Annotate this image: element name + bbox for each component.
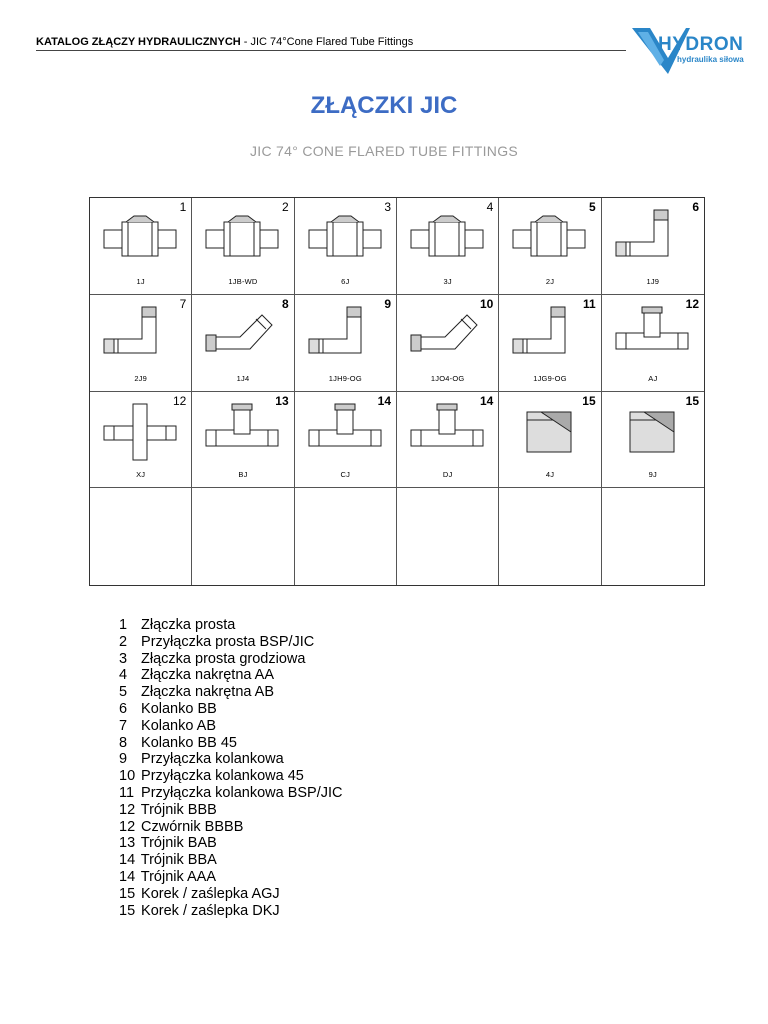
legend-item: [119, 903, 343, 920]
page-subtitle: JIC 74° CONE FLARED TUBE FITTINGS: [249, 143, 519, 159]
legend-item-number: 5: [119, 684, 128, 701]
legend-item-label: Korek / zaślepka AGJ: [141, 885, 280, 902]
fitting-cell: [602, 392, 704, 489]
fitting-code: 6J: [341, 276, 350, 286]
document-header: [36, 32, 626, 51]
fitting-code: XJ: [136, 470, 146, 480]
fitting-cell: [295, 295, 397, 392]
legend-item-label: Przyłączka kolankowa: [141, 751, 284, 768]
fitting-cell: [192, 198, 294, 295]
legend-item-number: 14: [119, 852, 136, 869]
legend-item: [119, 617, 343, 634]
fitting-cell: [602, 198, 704, 295]
legend-item-label: Trójnik AAA: [140, 868, 216, 885]
fitting-code: 1JH9-OG: [328, 373, 362, 383]
logo-brand-text: HYDRON: [658, 34, 744, 55]
fitting-number: 4: [486, 200, 494, 214]
fitting-cell: [192, 392, 294, 489]
fitting-cell: [295, 488, 397, 585]
swivel-nut-ab-icon: [507, 208, 591, 268]
legend-item-label: Korek / zaślepka DKJ: [141, 902, 280, 919]
fitting-cell: [499, 295, 601, 392]
fitting-number: 8: [281, 296, 289, 311]
legend-item-label: Trójnik BAB: [140, 835, 217, 852]
fitting-number: 3: [384, 200, 391, 214]
legend-item-label: Przyłączka prosta BSP/JIC: [141, 633, 315, 650]
legend-item-label: Kolanko AB: [141, 717, 217, 734]
legend-item-number: 15: [119, 902, 136, 919]
legend-item-number: 6: [119, 700, 128, 717]
fitting-number: 12: [685, 296, 699, 311]
legend-item: [119, 802, 343, 819]
legend-item-number: 8: [119, 734, 128, 751]
legend-item: [119, 667, 343, 684]
legend-item-number: 7: [119, 717, 128, 734]
legend-item-label: Przyłączka kolankowa 45: [141, 768, 304, 785]
elbow-adapter-icon: [303, 305, 387, 365]
fitting-number: 14: [377, 393, 391, 408]
tee-aaa-icon: [405, 402, 489, 462]
legend-item-number: 15: [119, 885, 136, 902]
legend-item: [119, 735, 343, 752]
fitting-code: 2J: [545, 276, 555, 286]
legend-item-label: Czwórnik BBBB: [141, 818, 244, 835]
legend-item: [119, 768, 343, 785]
legend-item-number: 12: [119, 801, 136, 818]
legend-item: [119, 751, 343, 768]
fittings-grid: [89, 197, 705, 586]
plug-dkj-icon: [610, 402, 694, 462]
fitting-number: 10: [479, 296, 494, 311]
legend-item-label: Kolanko BB: [141, 700, 217, 717]
fitting-cell: [90, 488, 192, 585]
fitting-cell: [397, 488, 499, 585]
fitting-cell: [295, 392, 397, 489]
legend-item: [119, 634, 343, 651]
legend-item: [119, 701, 343, 718]
legend-item: [119, 852, 343, 869]
legend-item-label: Kolanko BB 45: [141, 734, 237, 751]
fitting-cell: [499, 392, 601, 489]
fitting-code: 1J: [136, 276, 145, 286]
fitting-number: 11: [582, 296, 596, 311]
fitting-code: 1J4: [236, 373, 250, 383]
legend-item-number: 14: [119, 868, 136, 885]
tee-bbb-icon: [610, 305, 694, 365]
legend-item: [119, 684, 343, 701]
fitting-code: 3J: [443, 276, 452, 286]
legend-item-label: Złączka nakrętna AB: [141, 684, 275, 701]
fitting-cell: [602, 488, 704, 585]
fitting-code: 1JB-WD: [228, 276, 258, 286]
fitting-code: BJ: [238, 470, 248, 480]
fitting-code: 9J: [648, 470, 657, 480]
fitting-code: 1JG9-OG: [533, 373, 567, 383]
plug-agj-icon: [507, 402, 591, 462]
fitting-code: 2J9: [134, 373, 148, 383]
tee-bab-icon: [200, 402, 284, 462]
cross-bbbb-icon: [98, 402, 182, 462]
legend-item-number: 4: [119, 667, 128, 684]
fitting-cell: [90, 295, 192, 392]
fitting-cell: [192, 295, 294, 392]
fitting-number: 14: [479, 393, 494, 408]
fittings-legend-list: [119, 617, 343, 919]
fitting-number: 6: [692, 200, 699, 214]
bulkhead-straight-icon: [303, 208, 387, 268]
fitting-cell: [90, 392, 192, 489]
fitting-number: 13: [275, 393, 289, 408]
elbow-45-icon: [200, 305, 284, 365]
legend-item-label: Złączka prosta: [141, 617, 236, 633]
header-catalog-title: KATALOG ZŁĄCZY HYDRAULICZNYCH: [36, 36, 241, 48]
fitting-number: 7: [179, 296, 187, 311]
legend-item-label: Trójnik BBB: [140, 801, 217, 818]
fitting-cell: [397, 198, 499, 295]
fitting-number: 1: [179, 200, 187, 214]
legend-item-number: 2: [119, 633, 128, 650]
legend-item-label: Trójnik BBA: [140, 852, 217, 869]
straight-union-icon: [98, 208, 182, 268]
swivel-nut-aa-icon: [405, 208, 489, 268]
legend-item-number: 10: [119, 768, 136, 785]
elbow-ab-icon: [98, 305, 182, 365]
fitting-number: 15: [685, 393, 699, 408]
elbow-bb-icon: [610, 208, 694, 268]
logo-tagline: hydraulika siłowa: [677, 55, 744, 64]
legend-item: [119, 785, 343, 802]
legend-item-number: 1: [119, 617, 128, 633]
fitting-cell: [192, 488, 294, 585]
fitting-code: 1JO4-OG: [430, 373, 465, 383]
fitting-code: CJ: [340, 470, 351, 480]
fitting-number: 12: [172, 393, 187, 408]
legend-item-label: Złączka prosta grodziowa: [141, 650, 306, 667]
tee-bba-icon: [303, 402, 387, 462]
fitting-cell: [90, 198, 192, 295]
elbow-adapter-45-icon: [405, 305, 489, 365]
fitting-cell: [295, 198, 397, 295]
fitting-number: 9: [384, 296, 391, 311]
legend-item-number: 9: [119, 751, 128, 768]
legend-item: [119, 718, 343, 735]
fitting-code: AJ: [648, 373, 658, 383]
fitting-code: 4J: [545, 470, 555, 480]
bsp-jic-straight-icon: [200, 208, 284, 268]
fitting-cell: [397, 392, 499, 489]
fitting-cell: [602, 295, 704, 392]
page-title: ZŁĄCZKI JIC: [310, 92, 458, 119]
fitting-code: DJ: [442, 470, 453, 480]
legend-item-label: Przyłączka kolankowa BSP/JIC: [141, 784, 343, 801]
legend-item-label: Złączka nakrętna AA: [141, 667, 275, 684]
fitting-number: 5: [588, 200, 596, 214]
elbow-bsp-jic-icon: [507, 305, 591, 365]
legend-item-number: 11: [119, 784, 135, 801]
legend-item-number: 3: [119, 650, 128, 667]
fitting-cell: [499, 488, 601, 585]
legend-item: [119, 651, 343, 668]
legend-item-number: 12: [119, 818, 136, 835]
fitting-number: 2: [281, 200, 289, 214]
legend-item: [119, 819, 343, 836]
hydron-logo: [630, 24, 756, 78]
legend-item: [119, 886, 343, 903]
fitting-cell: [499, 198, 601, 295]
legend-item: [119, 835, 343, 852]
fitting-code: 1J9: [646, 276, 660, 286]
header-catalog-subtitle: - JIC 74°Cone Flared Tube Fittings: [240, 36, 414, 48]
legend-item: [119, 869, 343, 886]
legend-item-number: 13: [119, 835, 136, 852]
fitting-number: 15: [582, 393, 596, 408]
fitting-cell: [397, 295, 499, 392]
